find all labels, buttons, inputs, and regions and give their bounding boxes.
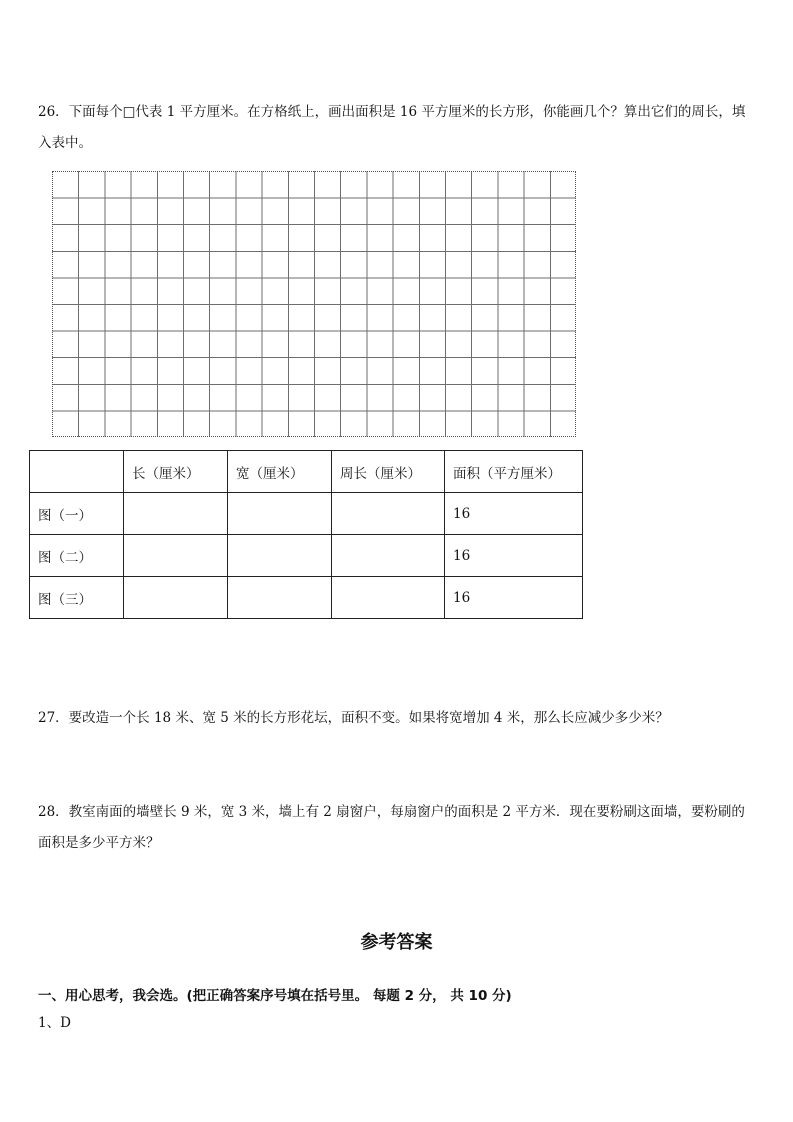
answer-item: 1、D — [38, 1015, 71, 1031]
width-cell[interactable] — [228, 493, 332, 535]
table-header-width: 宽（厘米） — [228, 451, 332, 493]
answer-section-heading: 一、用心思考，我会选。(把正确答案序号填在括号里。 每题 2 分， 共 10 分) — [38, 988, 512, 1004]
area-cell: 16 — [445, 493, 583, 535]
length-cell[interactable] — [124, 577, 228, 619]
table-row — [30, 577, 583, 619]
table-row — [30, 493, 583, 535]
width-cell[interactable] — [228, 577, 332, 619]
table-header-length: 长（厘米） — [124, 451, 228, 493]
length-cell[interactable] — [124, 535, 228, 577]
table-header-row — [30, 451, 583, 493]
question-26: 26．下面每个□代表 1 平方厘米。在方格纸上，画出面积是 16 平方厘米的长方形，你能画几个？算出它们的周长，填入表中。 — [38, 104, 746, 151]
answer-key-title: 参考答案 — [360, 932, 433, 953]
table-header-perimeter: 周长（厘米） — [332, 451, 445, 493]
area-cell: 16 — [445, 535, 583, 577]
perimeter-cell[interactable] — [332, 493, 445, 535]
rectangle-answer-table — [29, 450, 583, 619]
row-label: 图（二） — [30, 535, 124, 577]
row-label: 图（一） — [30, 493, 124, 535]
perimeter-cell[interactable] — [332, 535, 445, 577]
question-27: 27．要改造一个长 18 米、宽 5 米的长方形花坛，面积不变。如果将宽增加 4 米，那么长应减少多少米？ — [38, 710, 669, 726]
length-cell[interactable] — [124, 493, 228, 535]
table-header-area: 面积（平方厘米） — [445, 451, 583, 493]
row-label: 图（三） — [30, 577, 124, 619]
perimeter-cell[interactable] — [332, 577, 445, 619]
table-row — [30, 535, 583, 577]
width-cell[interactable] — [228, 535, 332, 577]
area-cell: 16 — [445, 577, 583, 619]
graph-paper-grid[interactable] — [52, 171, 576, 437]
table-header-corner — [30, 451, 124, 493]
question-28: 28．教室南面的墙壁长 9 米，宽 3 米，墙上有 2 扇窗户，每扇窗户的面积是 2 平方米．现在要粉刷这面墙，要粉刷的面积是多少平方米？ — [38, 804, 745, 851]
